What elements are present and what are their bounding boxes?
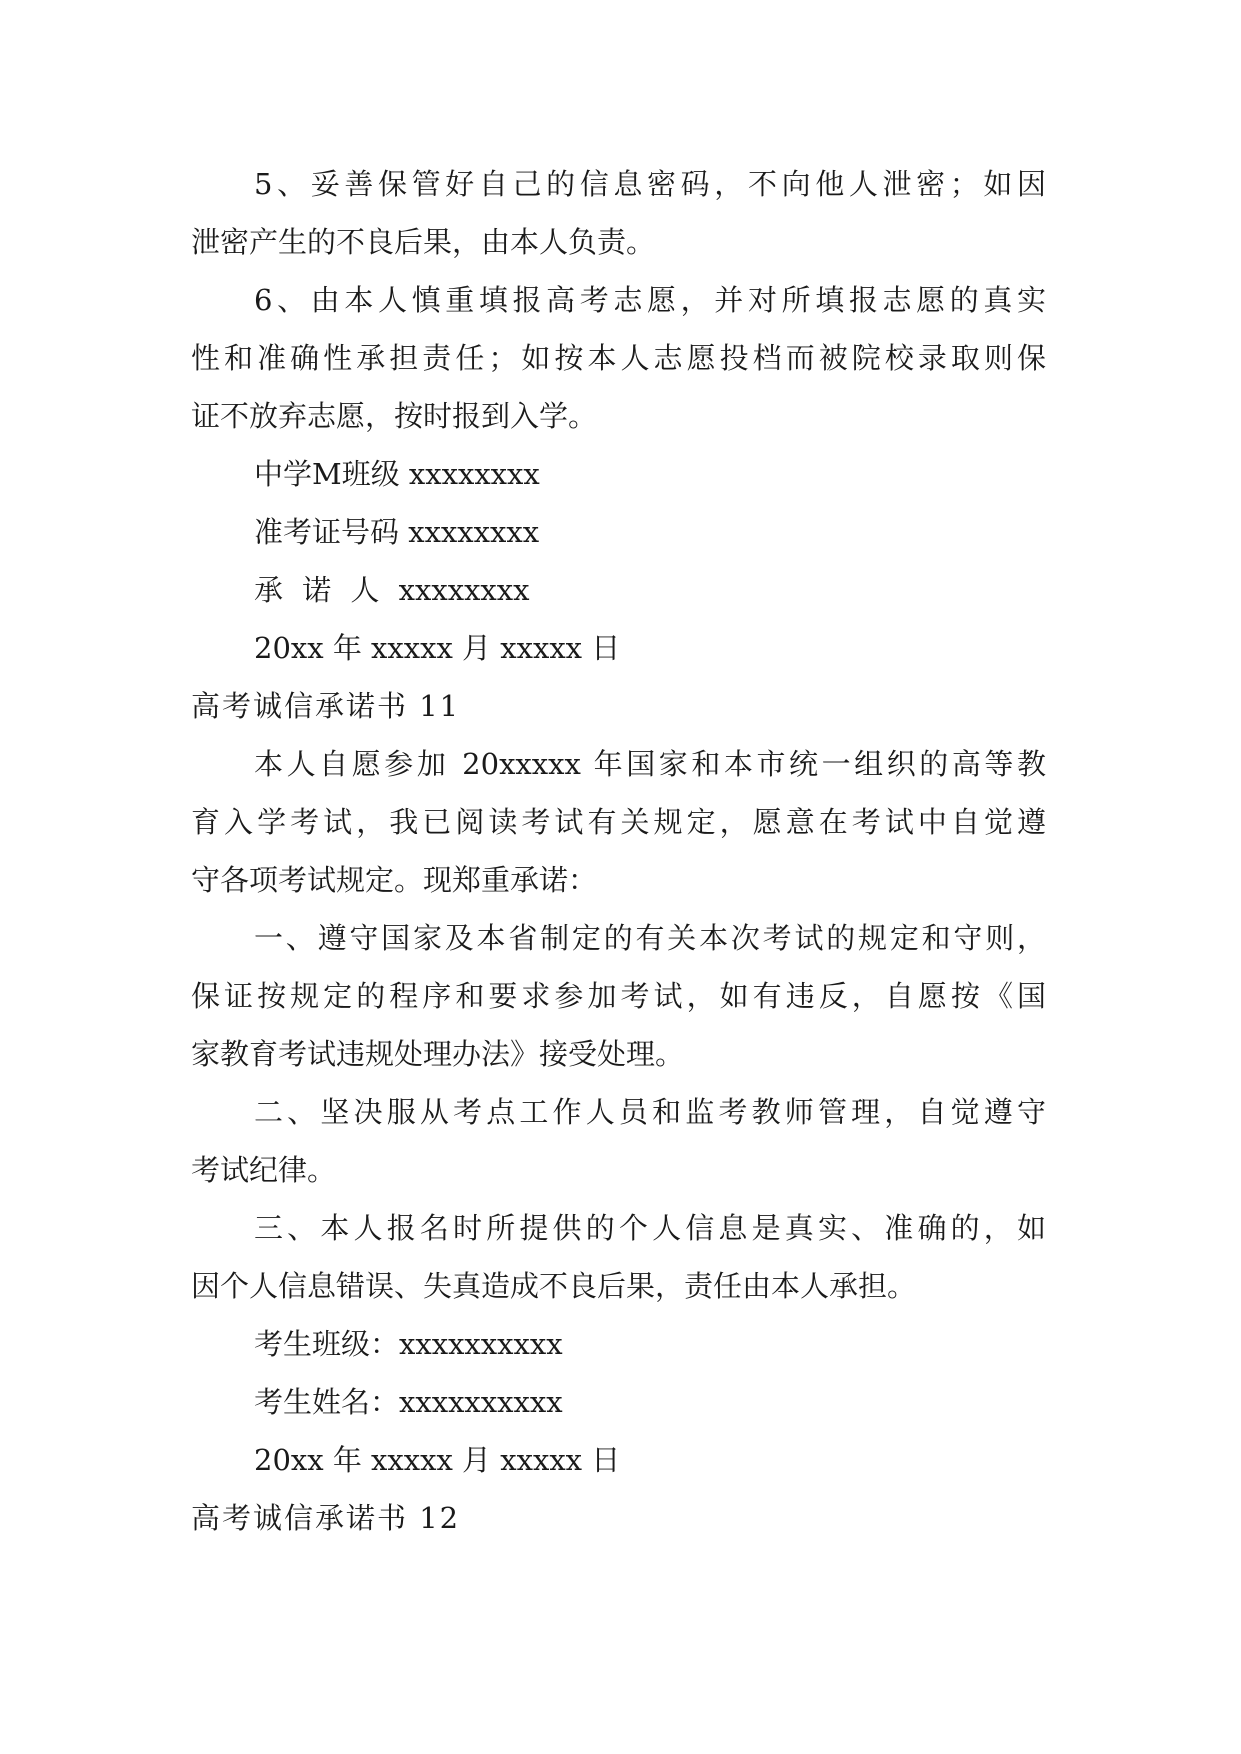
paragraph-line: 家教育考试违规处理办法》接受处理。 [191,1037,685,1071]
paragraph-line: 5、妥善保管好自己的信息密码，不向他人泄密；如因 [254,167,1046,201]
paragraph-line: 二、坚决服从考点工作人员和监考教师管理，自觉遵守 [254,1095,1046,1129]
signature-field-line: 考生班级：xxxxxxxxxx [254,1327,563,1361]
date-line: 20xx 年 xxxxx 月 xxxxx 日 [254,631,621,665]
paragraph-line: 证不放弃志愿，按时报到入学。 [191,399,598,433]
signature-field-line: 承 诺 人 xxxxxxxx [254,573,530,607]
paragraph-line: 守各项考试规定。现郑重承诺： [191,863,598,897]
signature-field-line: 考生姓名：xxxxxxxxxx [254,1385,563,1419]
paragraph-line: 本人自愿参加 20xxxxx 年国家和本市统一组织的高等教 [254,747,1046,781]
date-line: 20xx 年 xxxxx 月 xxxxx 日 [254,1443,621,1477]
paragraph-line: 性和准确性承担责任；如按本人志愿投档而被院校录取则保 [191,341,1046,375]
section-heading: 高考诚信承诺书 12 [191,1501,461,1535]
paragraph-line: 泄密产生的不良后果，由本人负责。 [191,225,656,259]
paragraph-line: 因个人信息错误、失真造成不良后果，责任由本人承担。 [191,1269,917,1303]
paragraph-line: 一、遵守国家及本省制定的有关本次考试的规定和守则， [254,921,1046,955]
paragraph-line: 保证按规定的程序和要求参加考试，如有违反，自愿按《国 [191,979,1046,1013]
signature-field-line: 中学M班级 xxxxxxxx [254,457,540,491]
signature-field-line: 准考证号码 xxxxxxxx [254,515,540,549]
section-heading: 高考诚信承诺书 11 [191,689,461,723]
paragraph-line: 考试纪律。 [191,1153,337,1187]
paragraph-line: 三、本人报名时所提供的个人信息是真实、准确的，如 [254,1211,1046,1245]
paragraph-line: 育入学考试，我已阅读考试有关规定，愿意在考试中自觉遵 [191,805,1046,839]
paragraph-line: 6、由本人慎重填报高考志愿，并对所填报志愿的真实 [254,283,1046,317]
